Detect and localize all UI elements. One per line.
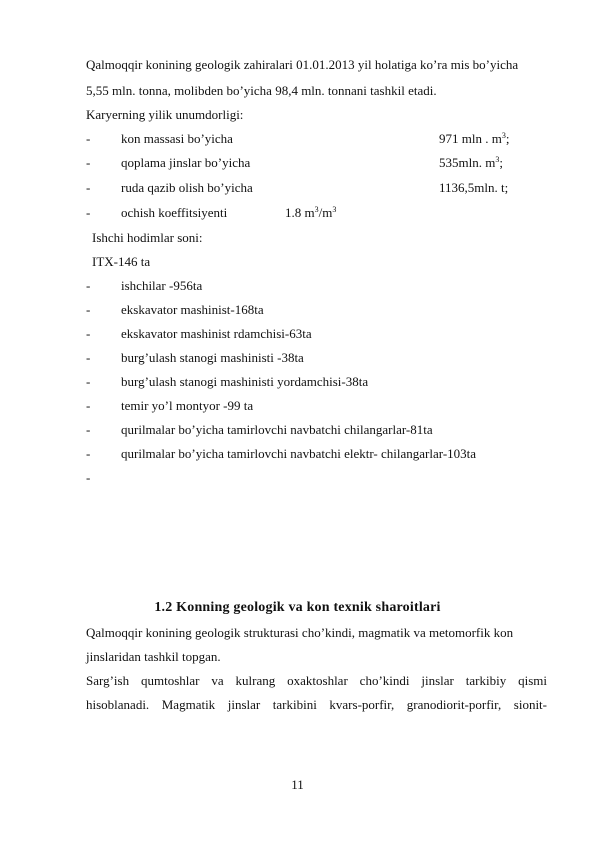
paragraph-2-line-1: Sarg’ish qumtoshlar va kulrang oxaktoshlar cho’kindi jinslar tarkibiy qismi <box>86 673 547 688</box>
list-dash: - <box>86 131 91 146</box>
productivity-label: qoplama jinslar bo’yicha <box>121 155 251 170</box>
list-dash: - <box>86 205 91 220</box>
list-dash: - <box>86 374 91 389</box>
intro-line-1: Qalmoqqir konining geologik zahiralari 01.01.2013 yil holatiga ko’ra mis bo’yicha <box>86 57 519 72</box>
staff-item: ekskavator mashinist-168ta <box>121 302 264 317</box>
paragraph-1-line-1: Qalmoqqir konining geologik strukturasi cho’kindi, magmatik va metomorfik kon <box>86 625 514 640</box>
intro-line-3: Karyerning yilik unumdorligi: <box>86 107 244 122</box>
productivity-value: 1136,5mln. t; <box>439 180 509 195</box>
list-dash: - <box>86 398 91 413</box>
productivity-label: kon massasi bo’yicha <box>121 131 233 146</box>
list-dash: - <box>86 278 91 293</box>
paragraph-1-line-2: jinslaridan tashkil topgan. <box>86 649 221 664</box>
staff-item: ekskavator mashinist rdamchisi-63ta <box>121 326 312 341</box>
intro-line-2: 5,55 mln. tonna, molibden bo’yicha 98,4 mln. tonnani tashkil etadi. <box>86 83 437 98</box>
staff-itx: ITX-146 ta <box>92 254 151 269</box>
list-dash: - <box>86 446 91 461</box>
staff-item: burg’ulash stanogi mashinisti -38ta <box>121 350 304 365</box>
productivity-value: 971 mln . $m^3$; <box>439 131 510 146</box>
staff-item: temir yo’l montyor -99 ta <box>121 398 254 413</box>
productivity-value: 535mln. $m^3$; <box>439 155 503 170</box>
productivity-value: 1.8 $m^3/m^3$ <box>285 205 337 220</box>
productivity-label: ruda qazib olish bo’yicha <box>121 180 253 195</box>
productivity-label: ochish koeffitsiyenti <box>121 205 228 220</box>
list-dash: - <box>86 422 91 437</box>
staff-title: Ishchi hodimlar soni: <box>92 230 203 245</box>
staff-item: ishchilar -956ta <box>121 278 203 293</box>
staff-item: burg’ulash stanogi mashinisti yordamchisi-38ta <box>121 374 369 389</box>
list-dash: - <box>86 155 91 170</box>
staff-item: qurilmalar bo’yicha tamirlovchi navbatchi chilangarlar-81ta <box>121 422 433 437</box>
page-number: 11 <box>291 777 304 792</box>
list-dash: - <box>86 302 91 317</box>
paragraph-2-line-2: hisoblanadi. Magmatik jinslar tarkibini kvars-porfir, granodiorit-porfir, sionit- <box>86 697 547 712</box>
section-heading: 1.2 Konning geologik va kon texnik sharoitlari <box>154 600 441 615</box>
list-dash: - <box>86 180 91 195</box>
list-dash: - <box>86 470 91 485</box>
staff-item: qurilmalar bo’yicha tamirlovchi navbatchi elektr- chilangarlar-103ta <box>121 446 477 461</box>
list-dash: - <box>86 326 91 341</box>
list-dash: - <box>86 350 91 365</box>
